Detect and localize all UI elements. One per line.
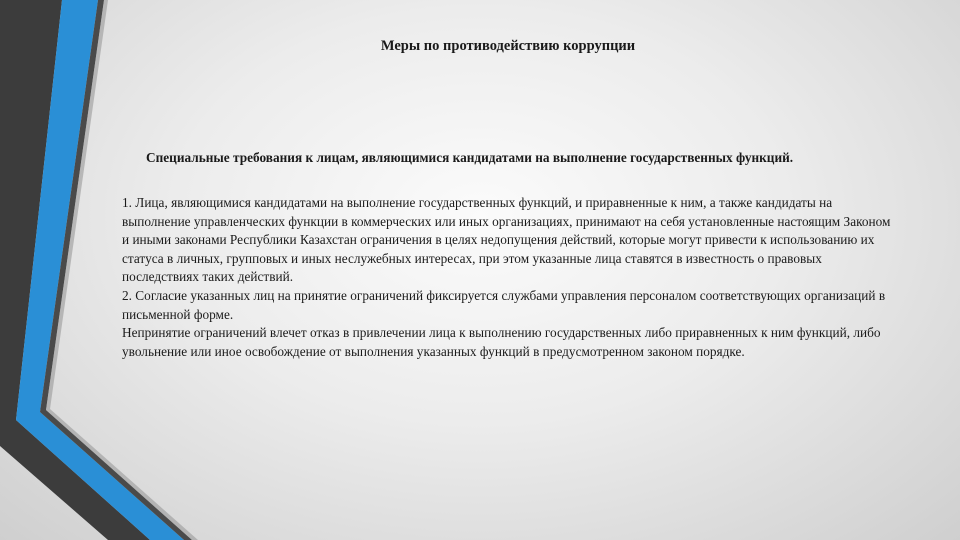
section-subheading: Специальные требования к лицам, являющимися кандидатами на выполнение государственных функций. [146, 150, 794, 165]
paragraph-3: Непринятие ограничений влечет отказ в привлечении лица к выполнению государственных либо приравненных к ним функций, либо увольнение или иное освобождение от выполнения указанных функций в предусмотренном законом порядке. [122, 325, 881, 359]
slide-title: Меры по противодействию коррупции [380, 38, 636, 54]
body-text [122, 194, 897, 361]
paragraph-1: 1. Лица, являющимися кандидатами на выполнение государственных функций, и приравненные к ним, а также кандидаты на выполнение управленческих функции в коммерческих или иных организациях, принимают на себя установленные настоящим Законом и иными законами Республики Казахстан ограничения в целях недопущения действий, которые могут привести к использованию их статуса в личных, групповых и иных неслужебных интересах, при этом указанные лица ставятся в известность о правовых последствиях таких действий. [122, 195, 891, 285]
paragraph-2: 2. Согласие указанных лиц на принятие ограничений фиксируется службами управления персоналом соответствующих организаций в письменной форме. [122, 287, 886, 322]
